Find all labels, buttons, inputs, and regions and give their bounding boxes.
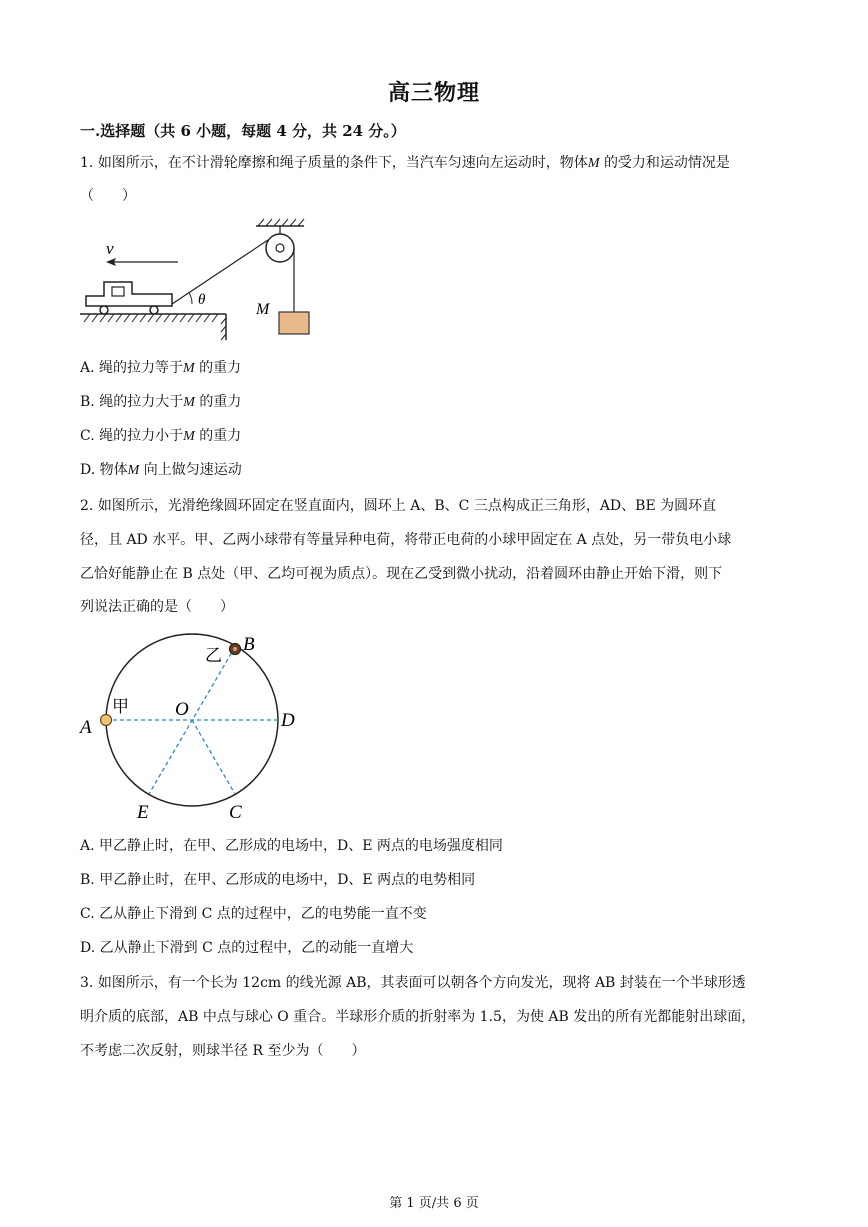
option-text: 乙从静止下滑到 C 点的过程中，乙的电势能一直不变 <box>99 906 427 922</box>
option-text: 的重力 <box>199 428 242 444</box>
section-heading: 一.选择题（共 6 小题，每题 4 分，共 24 分。） <box>80 122 406 140</box>
q1-number: 1. <box>80 155 94 171</box>
point-e-label: E <box>137 802 149 823</box>
q1-option-c[interactable] <box>80 426 241 447</box>
q2-figure-ring <box>76 630 308 828</box>
option-text: 向上做匀速运动 <box>143 462 242 478</box>
page-title: 高三物理 <box>387 80 480 106</box>
ball-jia-icon <box>101 715 112 726</box>
q2-text: 如图所示，光滑绝缘圆环固定在竖直面内，圆环上 A、B、C 三点构成正三角形，AD、BE 为圆环直 <box>97 498 717 514</box>
car-icon <box>86 282 172 314</box>
q2-option-a[interactable] <box>80 836 503 856</box>
pulley-icon <box>266 234 294 262</box>
page-footer: 第 1 页/共 6 页 <box>389 1196 479 1211</box>
option-text: 绳的拉力等于 <box>99 360 184 376</box>
q1-option-b[interactable] <box>80 392 241 413</box>
q3-stem-line1 <box>80 973 746 993</box>
block-m-label: M <box>256 301 270 318</box>
q2-stem-line3: 乙恰好能静止在 B 点处（甲、乙均可视为质点）。现在乙受到微小扰动，沿着圆环由静止开始下滑，则下 <box>80 566 723 582</box>
option-text: 乙从静止下滑到 C 点的过程中，乙的动能一直增大 <box>99 940 414 956</box>
q2-number: 2. <box>80 498 94 514</box>
q1-option-d[interactable] <box>80 460 242 481</box>
velocity-label: v <box>106 239 114 258</box>
q1-option-a[interactable] <box>80 358 241 379</box>
q2-option-b[interactable] <box>80 870 475 890</box>
jia-label: 甲 <box>112 697 129 716</box>
option-label: C. <box>80 428 95 444</box>
option-text: 甲乙静止时，在甲、乙形成的电场中，D、E 两点的电势相同 <box>99 872 476 888</box>
point-o-label: O <box>175 699 189 720</box>
point-c-label: C <box>229 802 242 823</box>
q3-stem-line3: 不考虑二次反射，则球半径 R 至少为（ ） <box>80 1043 366 1059</box>
option-text: 绳的拉力大于 <box>99 394 184 410</box>
q1-var-m: M <box>587 156 600 171</box>
option-text: 的重力 <box>199 360 242 376</box>
q2-option-c[interactable] <box>80 904 427 924</box>
q1-figure-car-pulley <box>78 216 318 344</box>
point-a-label: A <box>80 717 92 738</box>
option-var: M <box>127 463 140 478</box>
q1-text-end: 的受力和运动情况是 <box>603 155 730 171</box>
q3-stem-line2: 明介质的底部，AB 中点与球心 O 重合。半球形介质的折射率为 1.5，为使 AB 发出的所有光都能射出球面， <box>80 1009 756 1025</box>
q3-text: 如图所示，有一个长为 12cm 的线光源 AB，其表面可以朝各个方向发光，现将 AB 封装在一个半球形透 <box>97 975 746 991</box>
q2-stem-line1 <box>80 496 716 516</box>
q1-text: 如图所示，在不计滑轮摩擦和绳子质量的条件下，当汽车匀速向左运动时，物体 <box>97 155 588 171</box>
yi-label: 乙 <box>205 646 222 665</box>
q2-option-d[interactable] <box>80 938 413 958</box>
block-m <box>279 312 309 334</box>
option-text: 的重力 <box>199 394 242 410</box>
option-text: 甲乙静止时，在甲、乙形成的电场中，D、E 两点的电场强度相同 <box>99 838 503 854</box>
option-label: B. <box>80 872 95 888</box>
option-label: B. <box>80 394 95 410</box>
q2-stem-line4: 列说法正确的是（ ） <box>80 599 234 615</box>
option-var: M <box>183 395 195 410</box>
option-text: 绳的拉力小于 <box>99 428 184 444</box>
q2-stem-line2: 径，且 AD 水平。甲、乙两小球带有等量异种电荷，将带正电荷的小球甲固定在 A 点处，另一带负电小球 <box>80 532 732 548</box>
option-label: A. <box>80 838 95 854</box>
q1-stem <box>80 153 730 174</box>
option-text: 物体 <box>99 462 128 478</box>
option-var: M <box>183 429 195 444</box>
q3-number: 3. <box>80 975 94 991</box>
option-label: A. <box>80 360 95 376</box>
option-label: C. <box>80 906 95 922</box>
segment-oc <box>192 720 235 794</box>
theta-label: θ <box>198 292 206 308</box>
point-b-label: B <box>243 634 255 655</box>
point-d-label: D <box>281 710 295 731</box>
rope <box>172 240 268 304</box>
option-label: D. <box>80 462 96 478</box>
option-label: D. <box>80 940 96 956</box>
q1-answer-paren: （ ） <box>80 188 136 204</box>
option-var: M <box>183 361 195 376</box>
